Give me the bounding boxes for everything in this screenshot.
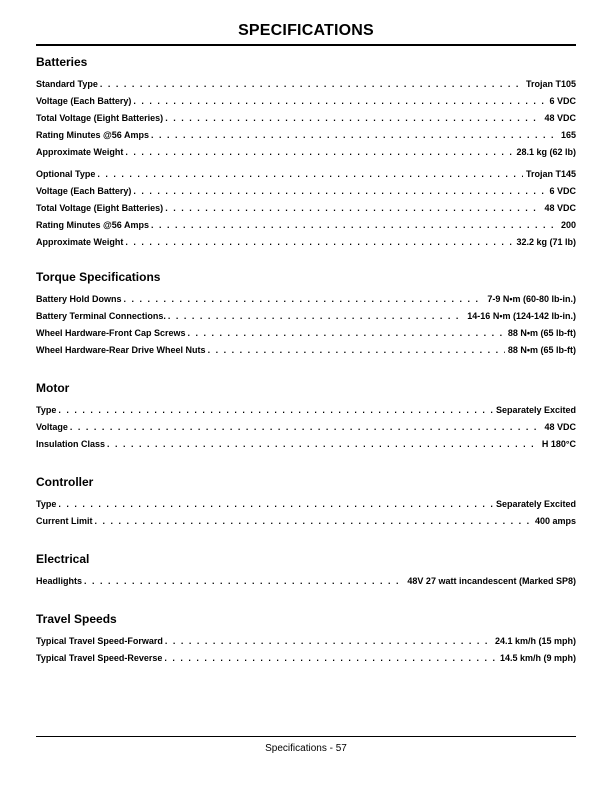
dot-leader <box>151 127 558 144</box>
spec-row <box>36 234 576 251</box>
section-heading: Torque Specifications <box>36 270 161 284</box>
spec-section <box>36 551 576 590</box>
spec-value: 6 VDC <box>549 186 576 196</box>
spec-row <box>36 419 576 436</box>
spec-row <box>36 183 576 200</box>
dot-leader <box>58 402 493 419</box>
title-rule <box>36 44 576 46</box>
spec-section <box>36 380 576 453</box>
page-footer: Specifications - 57 <box>265 743 347 754</box>
spec-value: 14-16 N•m (124-142 lb-in.) <box>467 311 576 321</box>
spec-group <box>36 291 576 359</box>
dot-leader <box>58 496 493 513</box>
spec-label: Typical Travel Speed-Forward <box>36 636 163 646</box>
spec-label: Rating Minutes @56 Amps <box>36 220 149 230</box>
spec-label: Wheel Hardware-Rear Drive Wheel Nuts <box>36 345 206 355</box>
dot-leader <box>208 342 505 359</box>
spec-value: Separately Excited <box>495 405 576 415</box>
spec-group <box>36 166 576 251</box>
spec-row <box>36 200 576 217</box>
spec-row <box>36 144 576 161</box>
section-heading: Motor <box>36 381 70 395</box>
spec-row <box>36 513 576 530</box>
spec-label: Voltage (Each Battery) <box>36 96 132 106</box>
spec-row <box>36 650 576 667</box>
spec-label: Rating Minutes @56 Amps <box>36 130 149 140</box>
spec-row <box>36 217 576 234</box>
spec-group <box>36 402 576 453</box>
spec-label: Approximate Weight <box>36 147 124 157</box>
spec-value: 48V 27 watt incandescent (Marked SP8) <box>407 576 576 586</box>
spec-group <box>36 633 576 667</box>
page-title: SPECIFICATIONS <box>238 22 374 39</box>
dot-leader <box>124 291 485 308</box>
section-heading: Electrical <box>36 552 90 566</box>
footer-rule <box>36 736 576 737</box>
spec-label: Standard Type <box>36 79 98 89</box>
spec-section <box>36 269 576 359</box>
dot-leader <box>188 325 505 342</box>
spec-label: Headlights <box>36 576 83 586</box>
dot-leader <box>84 573 404 590</box>
spec-row <box>36 325 576 342</box>
spec-value: H 180°C <box>541 439 576 449</box>
spec-section <box>36 54 576 251</box>
dot-leader <box>168 308 464 325</box>
spec-value: 48 VDC <box>544 203 576 213</box>
dot-leader <box>97 166 523 183</box>
spec-label: Battery Terminal Connections. <box>36 311 166 321</box>
spec-row <box>36 291 576 308</box>
spec-label: Wheel Hardware-Front Cap Screws <box>36 328 186 338</box>
spec-label: Typical Travel Speed-Reverse <box>36 653 163 663</box>
spec-label: Insulation Class <box>36 439 106 449</box>
dot-leader <box>70 419 542 436</box>
spec-row <box>36 127 576 144</box>
dot-leader <box>100 76 523 93</box>
spec-value: 165 <box>560 130 576 140</box>
section-heading: Batteries <box>36 55 88 69</box>
spec-label: Approximate Weight <box>36 237 124 247</box>
spec-label: Voltage (Each Battery) <box>36 186 132 196</box>
spec-value: Trojan T145 <box>525 169 576 179</box>
spec-row <box>36 436 576 453</box>
spec-row <box>36 110 576 127</box>
dot-leader <box>95 513 532 530</box>
section-heading: Controller <box>36 475 94 489</box>
spec-label: Type <box>36 499 57 509</box>
spec-value: 48 VDC <box>544 113 576 123</box>
spec-value: 400 amps <box>534 516 576 526</box>
dot-leader <box>151 217 558 234</box>
spec-row <box>36 93 576 110</box>
spec-section <box>36 474 576 530</box>
spec-value: 24.1 km/h (15 mph) <box>494 636 576 646</box>
spec-value: 88 N•m (65 lb-ft) <box>507 345 576 355</box>
spec-value: 7-9 N•m (60-80 lb-in.) <box>487 294 576 304</box>
spec-label: Battery Hold Downs <box>36 294 122 304</box>
dot-leader <box>165 633 492 650</box>
section-heading: Travel Speeds <box>36 612 117 626</box>
spec-group <box>36 496 576 530</box>
spec-row <box>36 633 576 650</box>
spec-value: 28.1 kg (62 lb) <box>516 147 576 157</box>
dot-leader <box>107 436 539 453</box>
spec-label: Optional Type <box>36 169 96 179</box>
dot-leader <box>125 144 513 161</box>
spec-label: Current Limit <box>36 516 93 526</box>
spec-label: Total Voltage (Eight Batteries) <box>36 113 164 123</box>
spec-value: Trojan T105 <box>525 79 576 89</box>
spec-label: Voltage <box>36 422 68 432</box>
spec-row <box>36 308 576 325</box>
spec-row <box>36 496 576 513</box>
dot-leader <box>164 650 497 667</box>
spec-group <box>36 76 576 161</box>
dot-leader <box>125 234 513 251</box>
spec-section <box>36 611 576 667</box>
dot-leader <box>165 200 541 217</box>
spec-value: 32.2 kg (71 lb) <box>516 237 576 247</box>
spec-row <box>36 402 576 419</box>
spec-content <box>36 54 576 672</box>
spec-row <box>36 166 576 183</box>
spec-value: 48 VDC <box>544 422 576 432</box>
spec-value: 6 VDC <box>549 96 576 106</box>
dot-leader <box>165 110 541 127</box>
dot-leader <box>133 183 546 200</box>
spec-row <box>36 342 576 359</box>
spec-group <box>36 573 576 590</box>
spec-label: Type <box>36 405 57 415</box>
spec-value: Separately Excited <box>495 499 576 509</box>
dot-leader <box>133 93 546 110</box>
spec-row <box>36 76 576 93</box>
spec-value: 88 N•m (65 lb-ft) <box>507 328 576 338</box>
spec-value: 14.5 km/h (9 mph) <box>499 653 576 663</box>
spec-label: Total Voltage (Eight Batteries) <box>36 203 164 213</box>
spec-row <box>36 573 576 590</box>
spec-value: 200 <box>560 220 576 230</box>
